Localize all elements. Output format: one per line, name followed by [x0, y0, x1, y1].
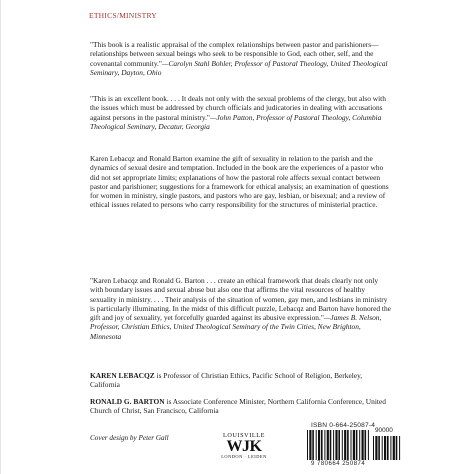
publisher-logo [220, 432, 268, 459]
book-description [90, 154, 392, 210]
endorsement-quote-1 [90, 40, 392, 77]
quote-attribution: —James B. Nelson, Professor, Christian Ethics, United Theological Seminary of the Twin Cities, New Brighton, Minnesota [90, 313, 382, 341]
cover-design-credit: Cover design by Peter Gall [90, 434, 169, 442]
publisher-wordmark: WJK [226, 438, 262, 455]
endorsement-quote-3 [90, 276, 392, 341]
quote-attribution: —Carolyn Stahl Bohler, Professor of Pastoral Theology, United Theological Seminary, Dayton, Ohio [90, 58, 388, 77]
author-bio-text: is Professor of Christian Ethics, Pacific School of Religion, Berkeley, California [90, 371, 363, 390]
quote-text: "Karen Lebacqz and Ronald G. Barton . . . create an ethical framework that deals clearly not only with boundary issues and sexual abuse but also one that affirms the vital resources of healthy sexuality in ministry. . . . Their analysis of the situation of women, gay men, and lesbians in ministry is particularly illuminating. In the midst of this difficult puzzle, Lebacqz and Barton have honored the gift and joy of sexuality, yet forcefully guarded against its abusive expression." [90, 276, 391, 323]
barcode-number: 9 780664 250874 [311, 461, 366, 467]
endorsement-quote-2 [90, 94, 392, 131]
quote-text: "This is an excellent book. . . . It deals not only with the sexual problems of the clergy, but also with the issues which must be addressed by church officials and judicatories in dealing with accusations against persons in the pastoral ministry." [90, 94, 386, 122]
price-code: 90000 [375, 427, 393, 434]
author-name: RONALD G. BARTON [90, 397, 165, 406]
description-text: Karen Lebacqz and Ronald Barton examine the gift of sexuality in relation to the parish and the dynamics of sexual desire and temptation. Included in the book are the experiences of a pastor who did not set appropriate limits; explanations of how the pastoral role affects sexual contact between pastor and parishioner; suggestions for a framework for ethical analysis; an examination of questions for women in ministry, single pastors, and pastors who are gay, lesbian, or bisexual; and a review of ethical issues related to persons who carry responsibility for the structures of ministerial practice. [90, 154, 389, 210]
author-bio-text: is Associate Conference Minister, Northern California Conference, United Church of Christ, San Francisco, California [90, 397, 386, 416]
barcode-addon [373, 436, 401, 460]
author-bio-1 [90, 371, 392, 390]
category-label: ETHICS/MINISTRY [89, 11, 157, 20]
isbn-label: ISBN 0-664-25087-4 [311, 422, 376, 429]
quote-attribution: —John Patton, Professor of Pastoral Theology, Columbia Theological Seminary, Decatur, Georgia [90, 112, 382, 131]
quote-text: "This book is a realistic appraisal of the complex relationships between pastor and parishioners—relationships between sexual beings who seek to be responsible to God, each other, self, and the covenantal community." [90, 40, 379, 68]
author-name: KAREN LEBACQZ [90, 371, 155, 380]
barcode [307, 430, 369, 460]
publisher-cities: LONDON · LEIDEN [221, 454, 267, 459]
publisher-city: LOUISVILLE [222, 432, 266, 439]
author-bio-2 [90, 397, 392, 416]
